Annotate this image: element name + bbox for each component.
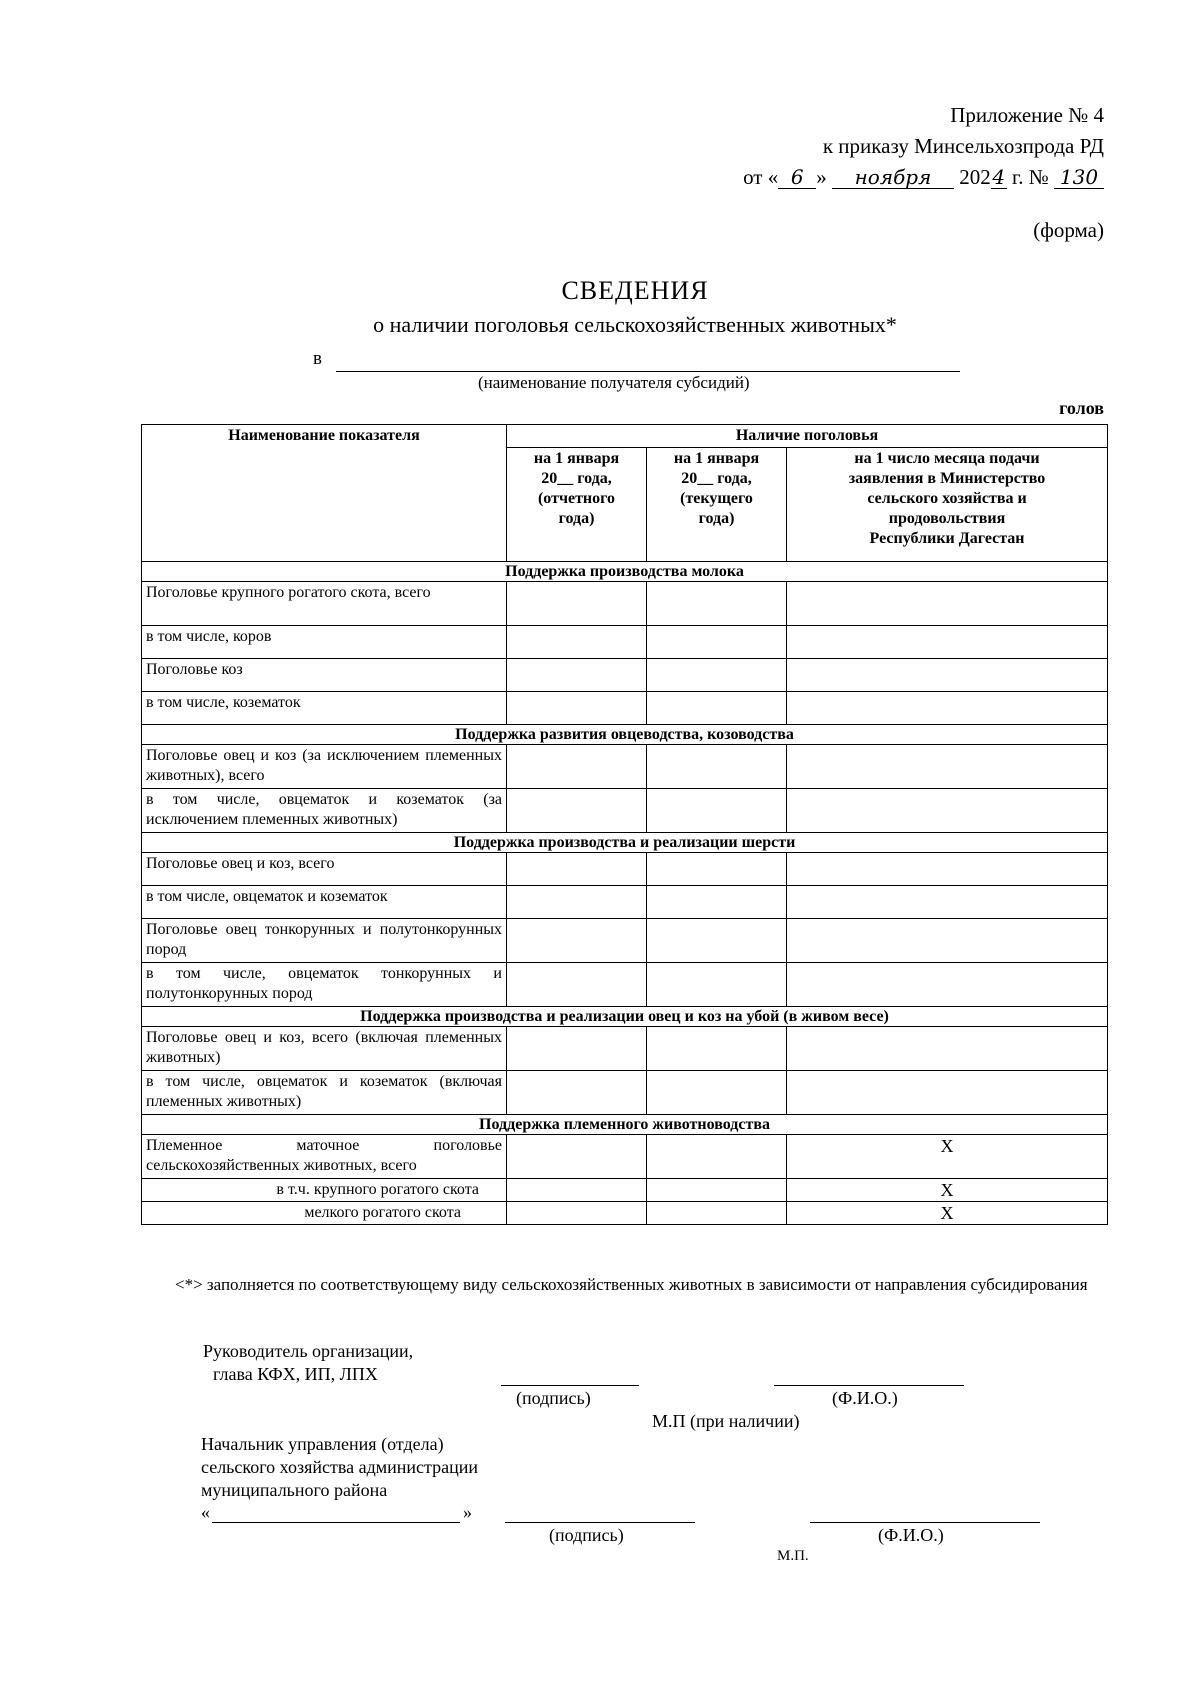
livestock-table xyxy=(141,424,1108,1225)
value-cell-col2 xyxy=(647,745,787,789)
section-title: Поддержка племенного животноводства xyxy=(142,1115,1108,1135)
value-cell-col2 xyxy=(647,626,787,659)
value-cell-col1 xyxy=(507,626,647,659)
col3-line: Республики Дагестан xyxy=(869,530,1025,547)
col1-line: года) xyxy=(558,510,595,527)
signer1-fio-caption: (Ф.И.О.) xyxy=(832,1388,898,1408)
col-group-header: Наличие поголовья xyxy=(507,425,1108,448)
indicator-label: в том числе, овцематок тонкорунных и полутонкорунных пород xyxy=(142,963,507,1007)
section-title: Поддержка производства и реализации овец и коз на убой (в живом весе) xyxy=(142,1007,1108,1027)
value-cell-col1 xyxy=(507,963,647,1007)
indicator-label: в том числе, овцематок и козематок xyxy=(142,886,507,919)
col1-line: 20__ года, xyxy=(541,470,612,487)
table-row xyxy=(142,1027,1108,1071)
value-cell-col3 xyxy=(787,692,1108,725)
value-cell-col1 xyxy=(507,919,647,963)
value-cell-col2 xyxy=(647,853,787,886)
value-cell-col3 xyxy=(787,745,1108,789)
table-row xyxy=(142,1179,1108,1202)
signer2-quote-open: « xyxy=(201,1502,210,1522)
table-row xyxy=(142,692,1108,725)
section-row xyxy=(142,725,1108,745)
indicator-label: в т.ч. крупного рогатого скота xyxy=(142,1179,507,1202)
section-row xyxy=(142,1007,1108,1027)
handwritten-year-digit: 4 xyxy=(992,165,1006,189)
section-row xyxy=(142,1115,1108,1135)
signer2-role-line: Начальник управления (отдела) xyxy=(201,1434,444,1454)
indicator-label: Племенное маточное поголовье сельскохозяйственных животных, всего xyxy=(142,1135,507,1179)
value-cell-col1 xyxy=(507,1071,647,1115)
signer1-role-line: глава КФХ, ИП, ЛПХ xyxy=(213,1364,378,1384)
table-row xyxy=(142,853,1108,886)
value-cell-col2 xyxy=(647,963,787,1007)
value-cell-col3: Х xyxy=(787,1202,1108,1225)
col2-line: (текущего xyxy=(680,490,753,507)
date-year-prefix: 202 xyxy=(959,165,991,189)
value-cell-col1 xyxy=(507,789,647,833)
indicator-label: в том числе, овцематок и козематок (включая племенных животных) xyxy=(142,1071,507,1115)
date-number-label: г. № xyxy=(1011,165,1049,189)
signer2-fio-line xyxy=(810,1522,1040,1523)
signer1-signature-caption: (подпись) xyxy=(516,1388,591,1408)
recipient-prefix: в xyxy=(313,348,322,369)
date-mid: » xyxy=(816,165,827,189)
value-cell-col3 xyxy=(787,1071,1108,1115)
value-cell-col1 xyxy=(507,582,647,626)
indicator-label: Поголовье овец тонкорунных и полутонкорунных пород xyxy=(142,919,507,963)
col-indicator-header: Наименование показателя xyxy=(142,425,507,562)
document-title: СВЕДЕНИЯ xyxy=(561,276,709,305)
recipient-caption: (наименование получателя субсидий) xyxy=(478,373,750,392)
value-cell-col2 xyxy=(647,886,787,919)
value-cell-col3 xyxy=(787,626,1108,659)
value-cell-col1 xyxy=(507,1179,647,1202)
value-cell-col1 xyxy=(507,659,647,692)
col3-line: продовольствия xyxy=(888,510,1006,527)
value-cell-col2 xyxy=(647,1135,787,1179)
col2-line: 20__ года, xyxy=(681,470,752,487)
table-row xyxy=(142,745,1108,789)
indicator-label: Поголовье овец и коз, всего xyxy=(142,853,507,886)
value-cell-col3 xyxy=(787,853,1108,886)
indicator-label: Поголовье крупного рогатого скота, всего xyxy=(142,582,507,626)
col-current-year-header xyxy=(647,448,787,562)
table-row xyxy=(142,659,1108,692)
value-cell-col1 xyxy=(507,1202,647,1225)
indicator-label: в том числе, овцематок и козематок (за исключением племенных животных) xyxy=(142,789,507,833)
signer2-role-line: сельского хозяйства администрации xyxy=(201,1457,478,1477)
section-title: Поддержка производства и реализации шерсти xyxy=(142,833,1108,853)
table-header-row xyxy=(142,425,1108,448)
signer1-role xyxy=(203,1340,413,1386)
appendix-number: Приложение № 4 xyxy=(950,103,1104,127)
indicator-label: в том числе, козематок xyxy=(142,692,507,725)
section-row xyxy=(142,562,1108,582)
indicator-label: Поголовье овец и коз (за исключением племенных животных), всего xyxy=(142,745,507,789)
signer2-signature-caption: (подпись) xyxy=(549,1525,624,1545)
value-cell-col2 xyxy=(647,582,787,626)
table-row xyxy=(142,1202,1108,1225)
value-cell-col3 xyxy=(787,582,1108,626)
value-cell-col1 xyxy=(507,745,647,789)
signer1-role-line: Руководитель организации, xyxy=(203,1341,414,1361)
units-label: голов xyxy=(1059,398,1104,418)
recipient-underline xyxy=(336,371,960,372)
indicator-label: в том числе, коров xyxy=(142,626,507,659)
value-cell-col3 xyxy=(787,886,1108,919)
col2-line: года) xyxy=(698,510,735,527)
value-cell-col2 xyxy=(647,659,787,692)
footnote: <*> заполняется по соответствующему виду сельскохозяйственных животных в зависимости от направления субсидирования xyxy=(175,1275,1088,1294)
value-cell-col3 xyxy=(787,1027,1108,1071)
form-label: (форма) xyxy=(1033,218,1104,242)
signer1-fio-line xyxy=(774,1385,964,1386)
signer2-role-line: муниципального района xyxy=(201,1480,388,1500)
handwritten-day: 6 xyxy=(778,166,816,189)
value-cell-col3: Х xyxy=(787,1179,1108,1202)
col-application-month-header xyxy=(787,448,1108,562)
section-title: Поддержка производства молока xyxy=(142,562,1108,582)
table-row xyxy=(142,626,1108,659)
value-cell-col1 xyxy=(507,1135,647,1179)
value-cell-col3 xyxy=(787,659,1108,692)
signer2-signature-line xyxy=(505,1522,695,1523)
table-row xyxy=(142,1135,1108,1179)
table-row xyxy=(142,919,1108,963)
signer2-quote-close: » xyxy=(463,1502,472,1522)
order-reference: к приказу Минсельхозпрода РД xyxy=(822,134,1104,158)
table-row xyxy=(142,582,1108,626)
section-title: Поддержка развития овцеводства, козоводства xyxy=(142,725,1108,745)
col3-line: сельского хозяйства и xyxy=(867,490,1027,507)
signer2-stamp: М.П. xyxy=(777,1548,809,1564)
indicator-label: Поголовье овец и коз, всего (включая племенных животных) xyxy=(142,1027,507,1071)
table-row xyxy=(142,789,1108,833)
value-cell-col3 xyxy=(787,919,1108,963)
handwritten-order-number: 130 xyxy=(1054,166,1104,189)
header-block xyxy=(743,100,1104,193)
handwritten-month: ноября xyxy=(832,166,954,189)
document-subtitle: о наличии поголовья сельскохозяйственных животных* xyxy=(373,312,897,337)
signer1-stamp: М.П (при наличии) xyxy=(652,1411,800,1431)
value-cell-col3: Х xyxy=(787,1135,1108,1179)
order-date-line xyxy=(743,162,1104,193)
col1-line: (отчетного xyxy=(537,490,616,507)
value-cell-col3 xyxy=(787,963,1108,1007)
value-cell-col2 xyxy=(647,1179,787,1202)
value-cell-col2 xyxy=(647,1071,787,1115)
value-cell-col2 xyxy=(647,919,787,963)
col-reporting-year-header xyxy=(507,448,647,562)
value-cell-col2 xyxy=(647,1202,787,1225)
value-cell-col2 xyxy=(647,1027,787,1071)
signer1-signature-line xyxy=(501,1385,639,1386)
section-row xyxy=(142,833,1108,853)
value-cell-col1 xyxy=(507,1027,647,1071)
col3-line: заявления в Министерство xyxy=(848,470,1046,487)
value-cell-col2 xyxy=(647,789,787,833)
col3-line: на 1 число месяца подачи xyxy=(854,450,1040,467)
signer2-date-line xyxy=(212,1522,460,1523)
indicator-label: Поголовье коз xyxy=(142,659,507,692)
value-cell-col3 xyxy=(787,789,1108,833)
signer2-fio-caption: (Ф.И.О.) xyxy=(878,1525,944,1545)
value-cell-col1 xyxy=(507,853,647,886)
value-cell-col1 xyxy=(507,692,647,725)
table-row xyxy=(142,963,1108,1007)
col2-line: на 1 января xyxy=(673,450,760,467)
col1-line: на 1 января xyxy=(533,450,620,467)
indicator-label: мелкого рогатого скота xyxy=(142,1202,507,1225)
table-row xyxy=(142,1071,1108,1115)
table-row xyxy=(142,886,1108,919)
signer2-role xyxy=(201,1433,478,1502)
value-cell-col2 xyxy=(647,692,787,725)
date-prefix: от « xyxy=(743,165,779,189)
value-cell-col1 xyxy=(507,886,647,919)
